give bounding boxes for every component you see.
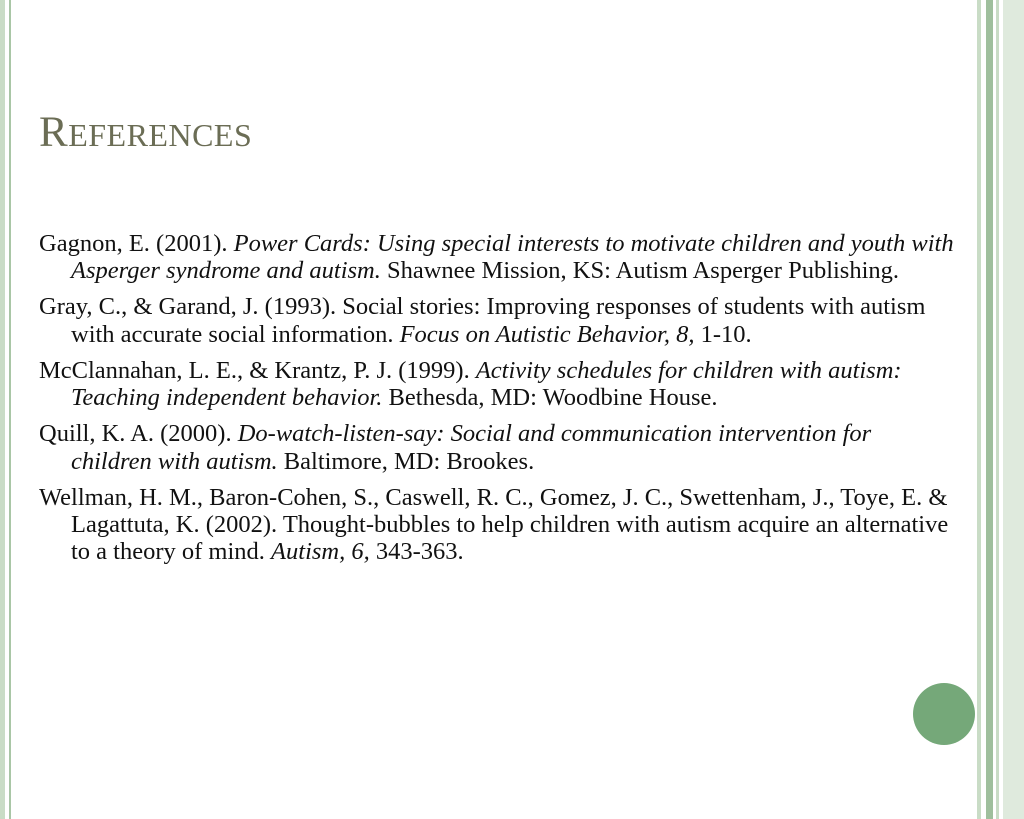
right-border-line-mid	[986, 0, 993, 819]
right-border-line-outer	[996, 0, 999, 819]
reference-italic-title: Focus on Autistic Behavior, 8,	[399, 320, 695, 348]
reference-text: 343-363.	[369, 538, 464, 566]
slide-title-initial: R	[39, 109, 69, 156]
reference-list	[39, 230, 957, 574]
reference-italic-title: Activity schedules for children with autism: Teaching independent behavior.	[71, 356, 902, 412]
reference-text: Quill, K. A. (2000).	[39, 420, 238, 448]
reference-text: Baltimore, MD: Brookes.	[277, 447, 535, 475]
reference-item	[39, 293, 957, 348]
left-border-stripe	[0, 0, 5, 819]
reference-item	[39, 484, 957, 566]
reference-text: Shawnee Mission, KS: Autism Asperger Publishing.	[380, 257, 900, 285]
reference-text: Wellman, H. M., Baron-Cohen, S., Caswell, R. C., Gomez, J. C., Swettenham, J., Toye, E. & Lagattuta, K. (2002). Thought-bubbles to help children with autism acquire an alternative to a theory of mind.	[39, 483, 949, 566]
reference-text: Gagnon, E. (2001).	[39, 230, 234, 257]
reference-text: McClannahan, L. E., & Krantz, P. J. (1999).	[39, 356, 476, 384]
reference-italic-title: Autism, 6,	[271, 538, 370, 566]
reference-text: 1-10.	[694, 320, 752, 348]
reference-item	[39, 357, 957, 412]
right-border-line-inner	[977, 0, 981, 819]
reference-item	[39, 420, 957, 475]
reference-item	[39, 230, 957, 285]
slide-title-rest: EFERENCES	[68, 117, 253, 153]
reference-italic-title: Do-watch-listen-say: Social and communication intervention for children with autism.	[71, 420, 872, 475]
left-border-line	[9, 0, 11, 819]
right-border-line-edge	[1003, 0, 1024, 819]
reference-italic-title: Power Cards: Using special interests to motivate children and youth with Asperger syndrome and autism.	[71, 230, 954, 285]
reference-text: Gray, C., & Garand, J. (1993). Social stories: Improving responses of students with autism with accurate social information.	[39, 293, 926, 348]
accent-circle	[913, 683, 975, 745]
reference-text: Bethesda, MD: Woodbine House.	[382, 384, 718, 412]
slide-title	[39, 108, 252, 160]
